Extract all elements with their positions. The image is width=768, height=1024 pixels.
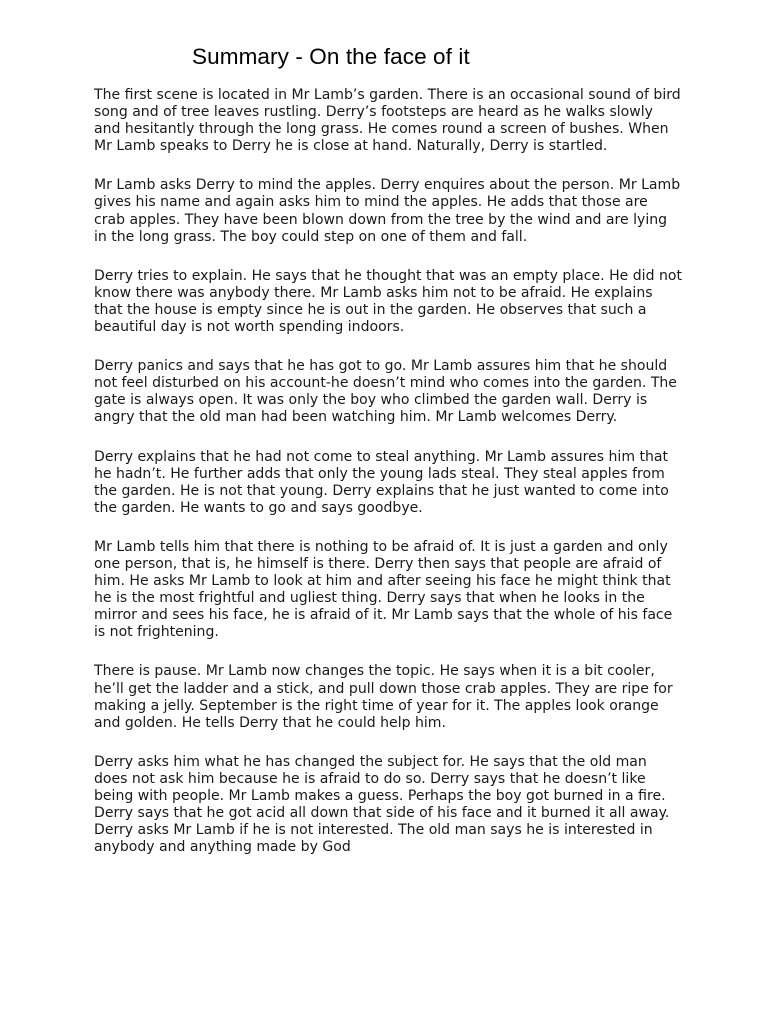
document-title: Summary - On the face of it [192,44,470,69]
paragraph-3: Derry tries to explain. He says that he thought that was an empty place. He did not know there was anybody there. Mr Lamb asks him not to be afraid. He explains that the house is empty since he is out in the garden. He observes that such a beautiful day is not worth spending indoors. [94,267,682,336]
paragraph-4: Derry panics and says that he has got to go. Mr Lamb assures him that he should not feel disturbed on his account-he doesn’t mind who comes into the garden. The gate is always open. It was only the boy who climbed the garden wall. Derry is angry that the old man had been watching him. Mr Lamb welcomes Derry. [94,358,677,426]
document-body [94,87,682,878]
paragraph-2: Mr Lamb asks Derry to mind the apples. Derry enquires about the person. Mr Lamb gives his name and again asks him to mind the apples. He adds that those are crab apples. They have been blown down from the tree by the wind and are lying in the long grass. The boy could step on one of them and fall. [94,177,681,245]
paragraph-5: Derry explains that he had not come to steal anything. Mr Lamb assures him that he hadn’t. He further adds that only the young lads steal. They steal apples from the garden. He is not that young. Derry explains that he just wanted to come into the garden. He wants to go and says goodbye. [94,448,669,516]
paragraph-1: The first scene is located in Mr Lamb’s garden. There is an occasional sound of bird song and of tree leaves rustling. Derry’s footsteps are heard as he walks slowly and hesitantly through the long grass. He comes round a screen of bushes. When Mr Lamb speaks to Derry he is close at hand. Naturally, Derry is startled. [94,87,681,155]
paragraph-7: There is pause. Mr Lamb now changes the topic. He says when it is a bit cooler, he’ll get the ladder and a stick, and pull down those crab apples. They are ripe for making a jelly. September is the right time of year for it. The apples look orange and golden. He tells Derry that he could help him. [94,663,673,731]
paragraph-8: Derry asks him what he has changed the subject for. He says that the old man does not ask him because he is afraid to do so. Derry says that he doesn’t like being with people. Mr Lamb makes a guess. Perhaps the boy got burned in a fire. Derry says that he got acid all down that side of his face and it burned it all away. Derry asks Mr Lamb if he is not interested. The old man says he is interested in anybody and anything made by God [94,753,670,856]
paragraph-6: Mr Lamb tells him that there is nothing to be afraid of. It is just a garden and only one person, that is, he himself is there. Derry then says that people are afraid of him. He asks Mr Lamb to look at him and after seeing his face he might think that he is the most frightful and ugliest thing. Derry says that when he looks in the mirror and sees his face, he is afraid of it. Mr Lamb says that the whole of his face is not frightening. [94,538,673,641]
